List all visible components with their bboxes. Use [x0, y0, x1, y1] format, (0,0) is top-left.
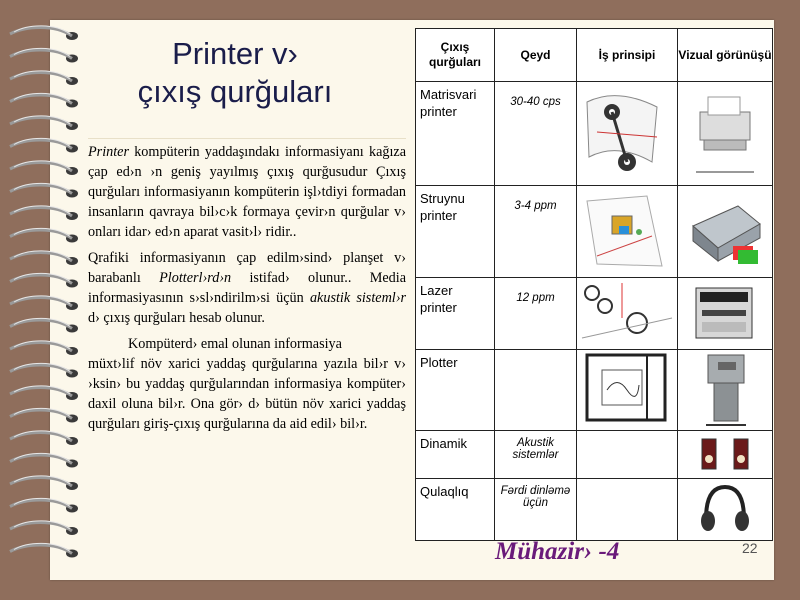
title-line-1: Printer v› — [172, 36, 298, 71]
spiral-ring-icon — [10, 296, 78, 310]
header-device: Çıxış qurğuları — [416, 29, 495, 82]
header-principle: İş prinsipi — [576, 29, 677, 82]
term-plotter: Plotterl›rd›n — [159, 270, 232, 286]
spiral-ring-icon — [10, 273, 78, 287]
spiral-ring-icon — [10, 138, 78, 152]
spiral-ring-icon — [10, 543, 78, 557]
paragraph-3-first: Kompüterd› emal olunan informasiya — [128, 336, 342, 352]
page-number: 22 — [742, 540, 758, 556]
spiral-ring-icon — [10, 161, 78, 175]
spiral-binding — [0, 20, 90, 580]
row-note: 12 ppm — [495, 278, 577, 350]
spiral-ring-icon — [10, 431, 78, 445]
lecture-label: Mühazir› -4 — [495, 538, 620, 565]
table-row — [416, 479, 773, 541]
spiral-ring-icon — [10, 116, 78, 130]
page-title — [105, 35, 365, 111]
spiral-ring-icon — [10, 341, 78, 355]
laser-diagram-icon — [576, 278, 677, 350]
row-note: 30-40 cps — [495, 82, 577, 186]
table-row — [416, 186, 773, 278]
paragraph-2-text-c: d› çıxış qurğuları hesab olunur. — [88, 310, 265, 326]
dot-matrix-diagram-icon — [576, 82, 677, 186]
header-note: Qeyd — [495, 29, 577, 82]
row-note: Fərdi dinləmə üçün — [495, 479, 577, 541]
paragraph-3-text: müxt›lif növ xarici yaddaş qurğularına yazıla bil›r v› ›ksin› bu yaddaş qurğularından informasiya kompüter› daxil oluna bil›r. Ona gör› d› bütün növ xarici yaddaş qurğuları giriş-çıxış qurğularına da aid edil› bil›r. — [88, 356, 406, 432]
plotter-diagram-icon — [576, 350, 677, 431]
headphone-principle-cell — [576, 479, 677, 541]
row-note: Akustik sistemlər — [495, 431, 577, 479]
body-text — [88, 142, 406, 440]
spiral-ring-icon — [10, 453, 78, 467]
output-devices-table — [415, 28, 773, 541]
term-acoustic: akustik sisteml›r — [309, 290, 406, 306]
title-line-2: çıxış qurğuları — [137, 74, 333, 109]
speakers-icon — [677, 431, 772, 479]
spiral-ring-icon — [10, 476, 78, 490]
spiral-ring-icon — [10, 48, 78, 62]
spiral-ring-icon — [10, 318, 78, 332]
table-header-row — [416, 29, 773, 82]
speaker-principle-cell — [576, 431, 677, 479]
paragraph-3 — [88, 334, 406, 434]
table-row — [416, 431, 773, 479]
headphones-icon — [677, 479, 772, 541]
row-note: 3-4 ppm — [495, 186, 577, 278]
row-name: Matrisvari printer — [416, 82, 495, 186]
inkjet-diagram-icon — [576, 186, 677, 278]
spiral-ring-icon — [10, 206, 78, 220]
row-name: Struynu printer — [416, 186, 495, 278]
spiral-ring-icon — [10, 93, 78, 107]
paragraph-2 — [88, 248, 406, 328]
row-name: Plotter — [416, 350, 495, 431]
row-name: Qulaqlıq — [416, 479, 495, 541]
spiral-ring-icon — [10, 386, 78, 400]
spiral-ring-icon — [10, 498, 78, 512]
spiral-ring-icon — [10, 408, 78, 422]
row-note — [495, 350, 577, 431]
spiral-ring-icon — [10, 228, 78, 242]
spiral-ring-icon — [10, 251, 78, 265]
term-printer: Printer — [88, 144, 129, 160]
plotter-photo-icon — [677, 350, 772, 431]
inkjet-printer-icon — [677, 186, 772, 278]
table-row — [416, 278, 773, 350]
spiral-ring-icon — [10, 183, 78, 197]
row-name: Lazer printer — [416, 278, 495, 350]
spiral-ring-icon — [10, 521, 78, 535]
spiral-ring-icon — [10, 71, 78, 85]
spiral-ring-icon — [10, 26, 78, 40]
paragraph-2-text-b: istifad› olunur.. Media informasiyasının s›sl›ndirilm›si üçün — [88, 270, 406, 306]
table-row — [416, 82, 773, 186]
header-visual: Vizual görünüşü — [677, 29, 772, 82]
title-divider — [88, 138, 406, 139]
paragraph-1-text: kompüterin yaddaşındakı informasiyanı kağıza çap ed›n ›n geniş yayılmış çıxış qurğusudur Çıxış qurğuları informasiyanın kompüterin işl›tdiyi formadan insanların qavraya bil›c›k formaya çevir›n qurğular v› onları idar› ed›n aparat vasit›l› ridir.. — [88, 144, 406, 240]
paragraph-1 — [88, 142, 406, 242]
table-row — [416, 350, 773, 431]
spiral-ring-icon — [10, 363, 78, 377]
paragraph-2-text-a: Qrafiki informasiyanın çap edilm›sind› planşet v› barabanlı — [88, 250, 406, 286]
dot-matrix-printer-icon — [677, 82, 772, 186]
row-name: Dinamik — [416, 431, 495, 479]
laser-printer-icon — [677, 278, 772, 350]
